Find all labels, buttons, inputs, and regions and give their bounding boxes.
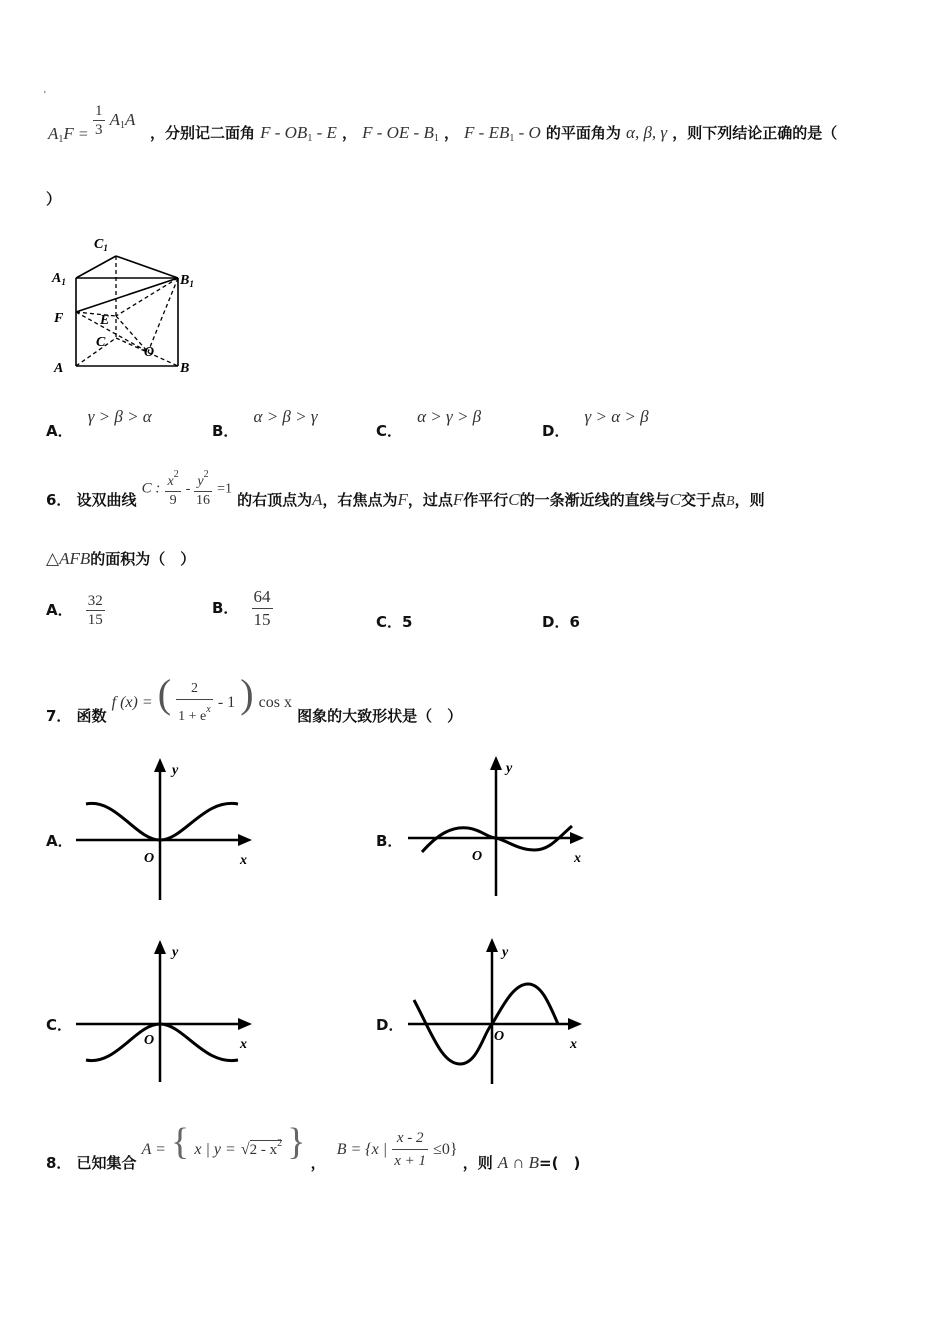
q5-angle-2: F - OE - $B_1$ — [362, 123, 439, 144]
q7-option-d-label[interactable]: D． — [376, 1016, 404, 1034]
q6-curve: C : — [141, 480, 161, 497]
q6-option-a-fraction: $\frac{32}{15}$ — [87, 593, 103, 628]
q6-F: F — [397, 489, 408, 509]
q7d-x-label: x — [570, 1037, 577, 1052]
q6-B: B — [726, 493, 735, 509]
q7-paren-open: ( — [157, 671, 172, 716]
q6-text-2: 的右顶点为 — [237, 490, 313, 509]
q5-option-c[interactable] — [376, 406, 482, 440]
q6-eq1: =1 — [217, 481, 232, 497]
label-A: A — [54, 361, 64, 376]
q5-angles: α, β, γ — [626, 123, 668, 142]
q6-option-a[interactable] — [46, 592, 105, 629]
q7-paren-close: ) — [240, 671, 254, 716]
q5-text-3: ，则下列结论正确的是（ — [672, 124, 838, 142]
q8-sep: ， — [310, 1154, 326, 1172]
q6-option-b-label: B． — [212, 599, 239, 617]
q5-option-c-value: α > γ > β — [417, 407, 482, 426]
q6-option-c-label: C． — [376, 613, 403, 631]
q6-option-c[interactable] — [376, 611, 412, 632]
q7-option-c-graph[interactable] — [76, 938, 256, 1084]
q6-number: 6． — [46, 490, 72, 509]
q8-stem — [46, 1120, 580, 1174]
q7-option-b-graph[interactable] — [408, 752, 588, 898]
q7-stem — [46, 670, 462, 724]
q6-option-b[interactable] — [212, 586, 273, 631]
label-A1: $A_1$ — [52, 271, 66, 287]
q5-cond-lhs: $A_1F$ — [48, 124, 74, 145]
q7-option-b-label[interactable]: B． — [376, 832, 403, 850]
stray-mark: ' — [44, 90, 46, 101]
q7-option-a-graph[interactable] — [76, 756, 256, 902]
q6-y2-fraction: $\frac{y^2}{16}$ — [194, 466, 212, 510]
q5-sep-2: ， — [443, 124, 459, 142]
q5-text-1: ，分别记二面角 — [150, 124, 256, 142]
q7-number: 7． — [46, 707, 72, 725]
q5-close-paren: ） — [46, 190, 62, 208]
q7-text-2: 图象的大致形状是（ ） — [297, 707, 463, 725]
q7a-y-label: y — [172, 763, 179, 778]
q5-condition-line — [48, 102, 135, 148]
q5-cond-rhs: $A_1A$ — [109, 110, 136, 131]
q8-sqrt-sign: √ — [240, 1141, 250, 1158]
q6-minus: - — [185, 481, 194, 497]
q6-option-b-fraction: $\frac{64}{15}$ — [253, 587, 271, 629]
q5-option-b[interactable] — [212, 406, 318, 440]
q8-sqrt-body: $2 - x^2$ — [249, 1138, 283, 1158]
q5-option-a-value: γ > β > α — [87, 407, 152, 426]
q7a-origin-label: O — [144, 851, 155, 866]
label-C1: $C_1$ — [94, 237, 108, 253]
q7d-y-label: y — [502, 945, 509, 960]
q6-option-c-value: 5 — [402, 613, 413, 631]
q5-angle-3: F - $EB_1$ - O — [464, 123, 541, 144]
q8-setA-body: x | y = — [194, 1141, 236, 1158]
q6-option-d-value: 6 — [569, 613, 580, 631]
q7-cos: cos x — [258, 694, 292, 711]
q6-text-5: 作平行 — [463, 490, 509, 509]
q5-option-d-value: γ > α > β — [584, 407, 649, 426]
q6-text-9: 的面积为（ ） — [90, 550, 196, 568]
q6-text-6: 的一条渐近线的直线与 — [519, 490, 670, 509]
q6-option-a-label: A． — [46, 601, 73, 619]
q7b-origin-label: O — [472, 849, 483, 864]
label-B: B — [180, 361, 190, 376]
q6-A: A — [312, 489, 323, 509]
q5-text-line — [150, 122, 837, 144]
q7-minus-one: - 1 — [217, 694, 236, 711]
q7-fx: f (x) = — [111, 694, 153, 711]
q6-F-2: F — [452, 489, 464, 509]
q8-setB-end: ≤0} — [433, 1141, 458, 1158]
q6-C: C — [508, 489, 520, 509]
q8-setB-fraction: $\frac{x - 2}{x + 1}$ — [392, 1127, 428, 1172]
q7-option-d-graph[interactable] — [408, 936, 588, 1086]
q5-text-2: 的平面角为 — [545, 124, 621, 142]
q7-option-a-label[interactable]: A． — [46, 832, 73, 850]
q5-option-b-value: α > β > γ — [253, 407, 318, 426]
label-O: O — [144, 345, 155, 360]
q7-text-1: 函数 — [76, 707, 107, 725]
q5-option-b-label: B． — [212, 422, 239, 440]
q8-brace-open: { — [171, 1121, 190, 1163]
q8-setA-lhs: A = — [141, 1141, 166, 1158]
q7c-x-label: x — [240, 1037, 247, 1052]
q5-sep-1: ， — [341, 124, 357, 142]
q7c-origin-label: O — [144, 1033, 155, 1048]
q5-option-a-label: A． — [46, 422, 73, 440]
q5-prism-figure — [48, 232, 208, 380]
q6-triangle: △AFB — [46, 549, 91, 568]
q7d-origin-label: O — [494, 1029, 505, 1044]
q5-option-c-label: C． — [376, 422, 403, 440]
q8-text-2: ，则 — [462, 1154, 493, 1172]
label-B1: $B_1$ — [180, 273, 194, 289]
q7b-y-label: y — [506, 761, 513, 776]
q8-brace-close: } — [287, 1121, 306, 1163]
q5-option-d[interactable] — [542, 406, 649, 440]
q8-expr: A ∩ B — [497, 1153, 540, 1172]
label-E: E — [100, 313, 110, 328]
label-F: F — [54, 311, 64, 326]
q8-setB-lhs: B = {x | — [336, 1141, 388, 1158]
q8-text-1: 已知集合 — [76, 1154, 137, 1172]
q5-cond-eq: = — [78, 126, 88, 143]
q6-stem-line-1 — [46, 466, 765, 516]
q6-x2-fraction: $\frac{x^2}{9}$ — [165, 466, 180, 510]
q6-stem-line-2 — [46, 548, 195, 569]
q6-text-4: ，过点 — [407, 490, 453, 509]
q6-text-8: ，则 — [734, 490, 765, 509]
q6-C-2: C — [669, 489, 681, 509]
q7b-x-label: x — [574, 851, 581, 866]
q7a-x-label: x — [240, 853, 247, 868]
q5-angle-1: F - $OB_1$ - E — [260, 123, 337, 144]
q7c-y-label: y — [172, 945, 179, 960]
q6-text-7: 交于点 — [681, 490, 727, 509]
q5-option-a[interactable] — [46, 406, 152, 440]
q5-cond-fraction: $\frac{1}{3}$ — [95, 103, 103, 138]
q8-number: 8． — [46, 1154, 72, 1172]
q6-text-1: 设双曲线 — [76, 490, 137, 509]
q6-option-d[interactable] — [542, 611, 580, 632]
q6-text-3: ，右焦点为 — [322, 490, 398, 509]
q8-text-3: =( ) — [539, 1154, 581, 1172]
q5-option-d-label: D． — [542, 422, 570, 440]
q7-option-c-label[interactable]: C． — [46, 1016, 73, 1034]
label-C: C — [96, 335, 106, 350]
q7-fraction: $\frac{2}{1 + e^x}$ — [178, 680, 211, 724]
q6-option-d-label: D． — [542, 613, 570, 631]
